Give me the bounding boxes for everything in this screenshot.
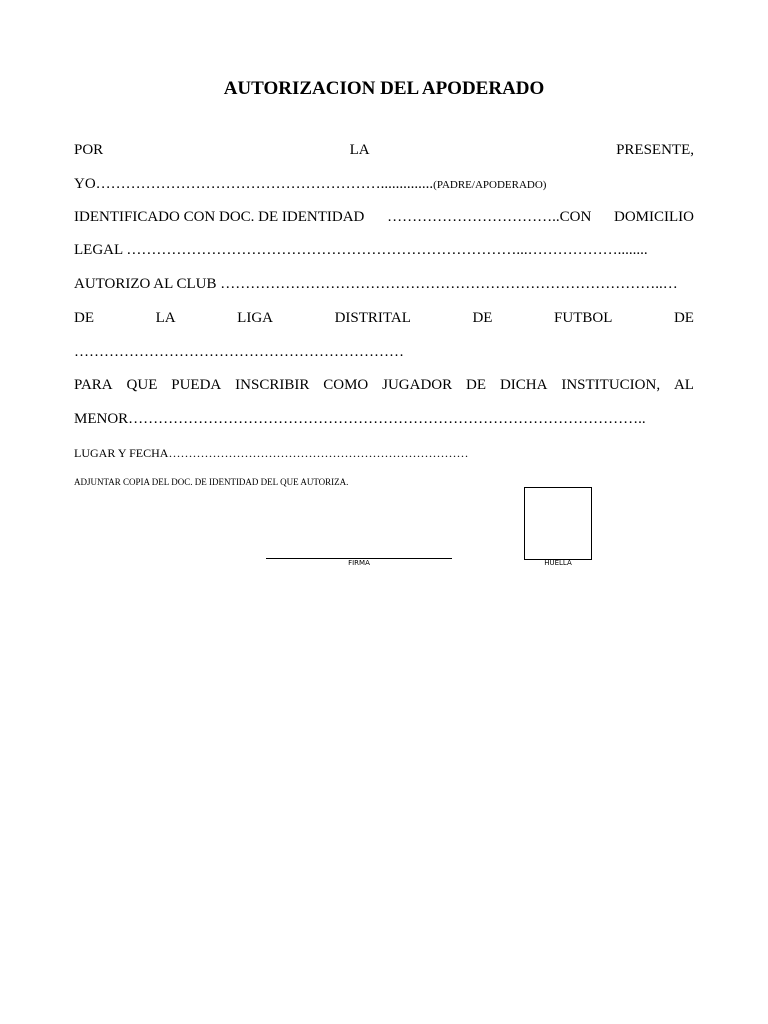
line8-word: AL — [673, 377, 694, 393]
line-autorizo-club: AUTORIZO AL CLUB ……………………………………………………………………………..… — [74, 276, 678, 292]
line8-word: INSTITUCION, — [561, 377, 661, 393]
line6-word: DE — [673, 310, 694, 326]
huella-fingerprint-box — [524, 487, 592, 560]
line6-word: DE — [74, 310, 94, 326]
line-yo — [74, 176, 694, 193]
word-por: POR — [74, 142, 104, 158]
line6-word: DE — [472, 310, 493, 326]
line6-word: LIGA — [237, 310, 273, 326]
line6-word: LA — [155, 310, 176, 326]
yo-blank: YO………………………………………………….............. — [74, 176, 434, 192]
huella-label: HUELLA — [544, 559, 572, 567]
line-identificado — [74, 209, 694, 226]
word-presente: PRESENTE, — [616, 142, 694, 158]
line-lugar-fecha: LUGAR Y FECHA………………………………………………………………… — [74, 446, 469, 460]
identificado-text: IDENTIFICADO CON DOC. DE IDENTIDAD — [74, 209, 365, 225]
firma-label: FIRMA — [348, 559, 370, 567]
line-liga-blank: ………………………………………………………… — [74, 344, 404, 360]
line-adjuntar-copia: ADJUNTAR COPIA DEL DOC. DE IDENTIDAD DEL QUE AUTORIZA. — [74, 477, 349, 487]
line6-word: FUTBOL — [554, 310, 613, 326]
line-menor: MENOR………………………………………………………………………………………….. — [74, 411, 646, 427]
line8-word: INSCRIBIR — [235, 377, 310, 393]
padre-apoderado-label: (PADRE/APODERADO) — [433, 179, 547, 191]
line8-word: QUE — [126, 377, 158, 393]
domicilio-text: DOMICILIO — [614, 209, 694, 225]
line8-word: PARA — [74, 377, 113, 393]
identificado-blank: ……………………………..CON — [387, 209, 592, 225]
document-title: AUTORIZACION DEL APODERADO — [223, 78, 545, 99]
line8-word: DICHA — [499, 377, 548, 393]
line8-word: COMO — [323, 377, 369, 393]
line6-word: DISTRITAL — [334, 310, 411, 326]
line8-word: PUEDA — [171, 377, 222, 393]
line-por-la-presente — [74, 142, 694, 159]
line-para-que-pueda — [74, 377, 694, 394]
line-legal: LEGAL ……………………………………………………………………...………………........ — [74, 242, 648, 258]
line8-word: JUGADOR — [382, 377, 453, 393]
line8-word: DE — [466, 377, 487, 393]
line-liga-distrital — [74, 310, 694, 327]
word-la: LA — [349, 142, 370, 158]
